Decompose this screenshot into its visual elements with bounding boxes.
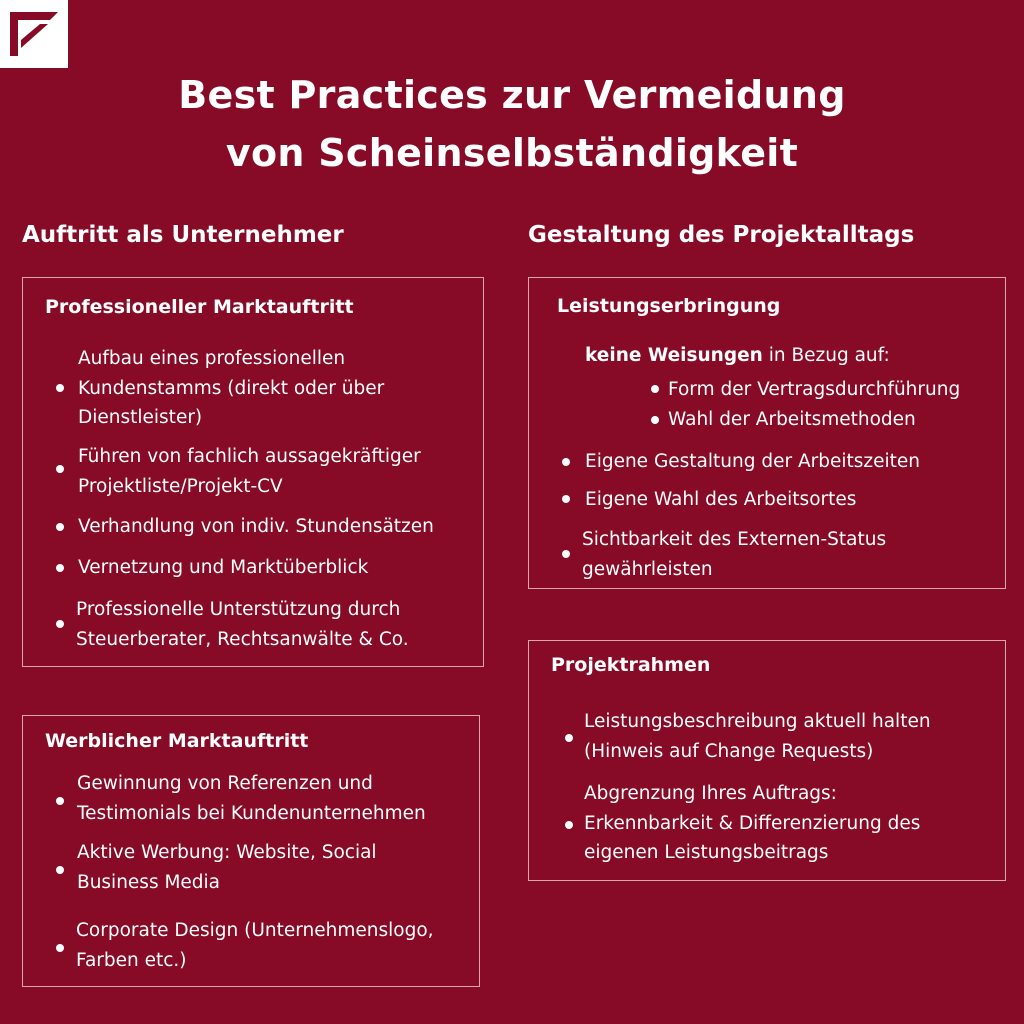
bullet-icon — [565, 821, 573, 829]
logo-mark-icon — [10, 12, 58, 56]
page-title-line-1: Best Practices zur Vermeidung — [178, 73, 846, 117]
list-item: Abgrenzung Ihres Auftrags: Erkennbarkeit & Differenzierung des eigenen Leistungsbeitrags — [584, 783, 921, 863]
bullet-icon — [565, 734, 573, 742]
box-leistungserbringung — [528, 277, 1006, 589]
list-item: Corporate Design (Unternehmenslogo, Farben etc.) — [76, 920, 434, 971]
right-column-heading: Gestaltung des Projektalltags — [528, 222, 915, 248]
bullet-icon — [651, 385, 659, 393]
list-item: Verhandlung von indiv. Stundensätzen — [78, 516, 434, 537]
bullet-icon — [562, 495, 570, 503]
bullet-icon — [56, 797, 64, 805]
sub-list-item: Wahl der Arbeitsmethoden — [668, 409, 916, 430]
box-title: Projektrahmen — [551, 654, 711, 676]
box-title: Leistungserbringung — [557, 295, 781, 317]
box-werblicher-marktauftritt — [22, 715, 480, 987]
bullet-icon — [56, 564, 64, 572]
left-column-heading: Auftritt als Unternehmer — [22, 222, 344, 248]
bullet-icon — [56, 620, 64, 628]
bullet-icon — [56, 523, 64, 531]
box-professioneller-marktauftritt — [22, 277, 484, 667]
list-item: Sichtbarkeit des Externen-Status gewährleisten — [582, 529, 887, 580]
list-item: Vernetzung und Marktüberblick — [78, 557, 369, 578]
list-item: Eigene Gestaltung der Arbeitszeiten — [585, 451, 920, 472]
box-projektrahmen — [528, 640, 1006, 881]
list-item: Führen von fachlich aussagekräftiger Projektliste/Projekt-CV — [78, 446, 421, 497]
bullet-icon — [56, 944, 64, 952]
bullet-icon — [562, 458, 570, 466]
bullet-icon — [56, 866, 64, 874]
lead-rest: in Bezug auf: — [762, 345, 890, 366]
box-title: Professioneller Marktauftritt — [45, 296, 354, 318]
lead-bold: keine Weisungen — [585, 345, 763, 366]
bullet-icon — [56, 384, 64, 392]
list-item: Aktive Werbung: Website, Social Business Media — [77, 842, 377, 893]
bullet-icon — [651, 416, 659, 424]
page-title-line-2: von Scheinselbständigkeit — [225, 131, 799, 175]
list-item: Gewinnung von Referenzen und Testimonials bei Kundenunternehmen — [77, 773, 426, 824]
box-title: Werblicher Marktauftritt — [45, 730, 309, 752]
list-item: Leistungsbeschreibung aktuell halten (Hinweis auf Change Requests) — [584, 711, 931, 762]
bullet-icon — [562, 550, 570, 558]
bullet-icon — [56, 465, 64, 473]
list-item: Eigene Wahl des Arbeitsortes — [585, 489, 857, 510]
list-item: Professionelle Unterstützung durch Steuerberater, Rechtsanwälte & Co. — [76, 599, 409, 650]
list-item: Aufbau eines professionellen Kundenstamms (direkt oder über Dienstleister) — [78, 348, 385, 428]
sub-list-item: Form der Vertragsdurchführung — [668, 379, 961, 400]
lead-text — [585, 345, 890, 366]
brand-logo — [0, 0, 68, 68]
